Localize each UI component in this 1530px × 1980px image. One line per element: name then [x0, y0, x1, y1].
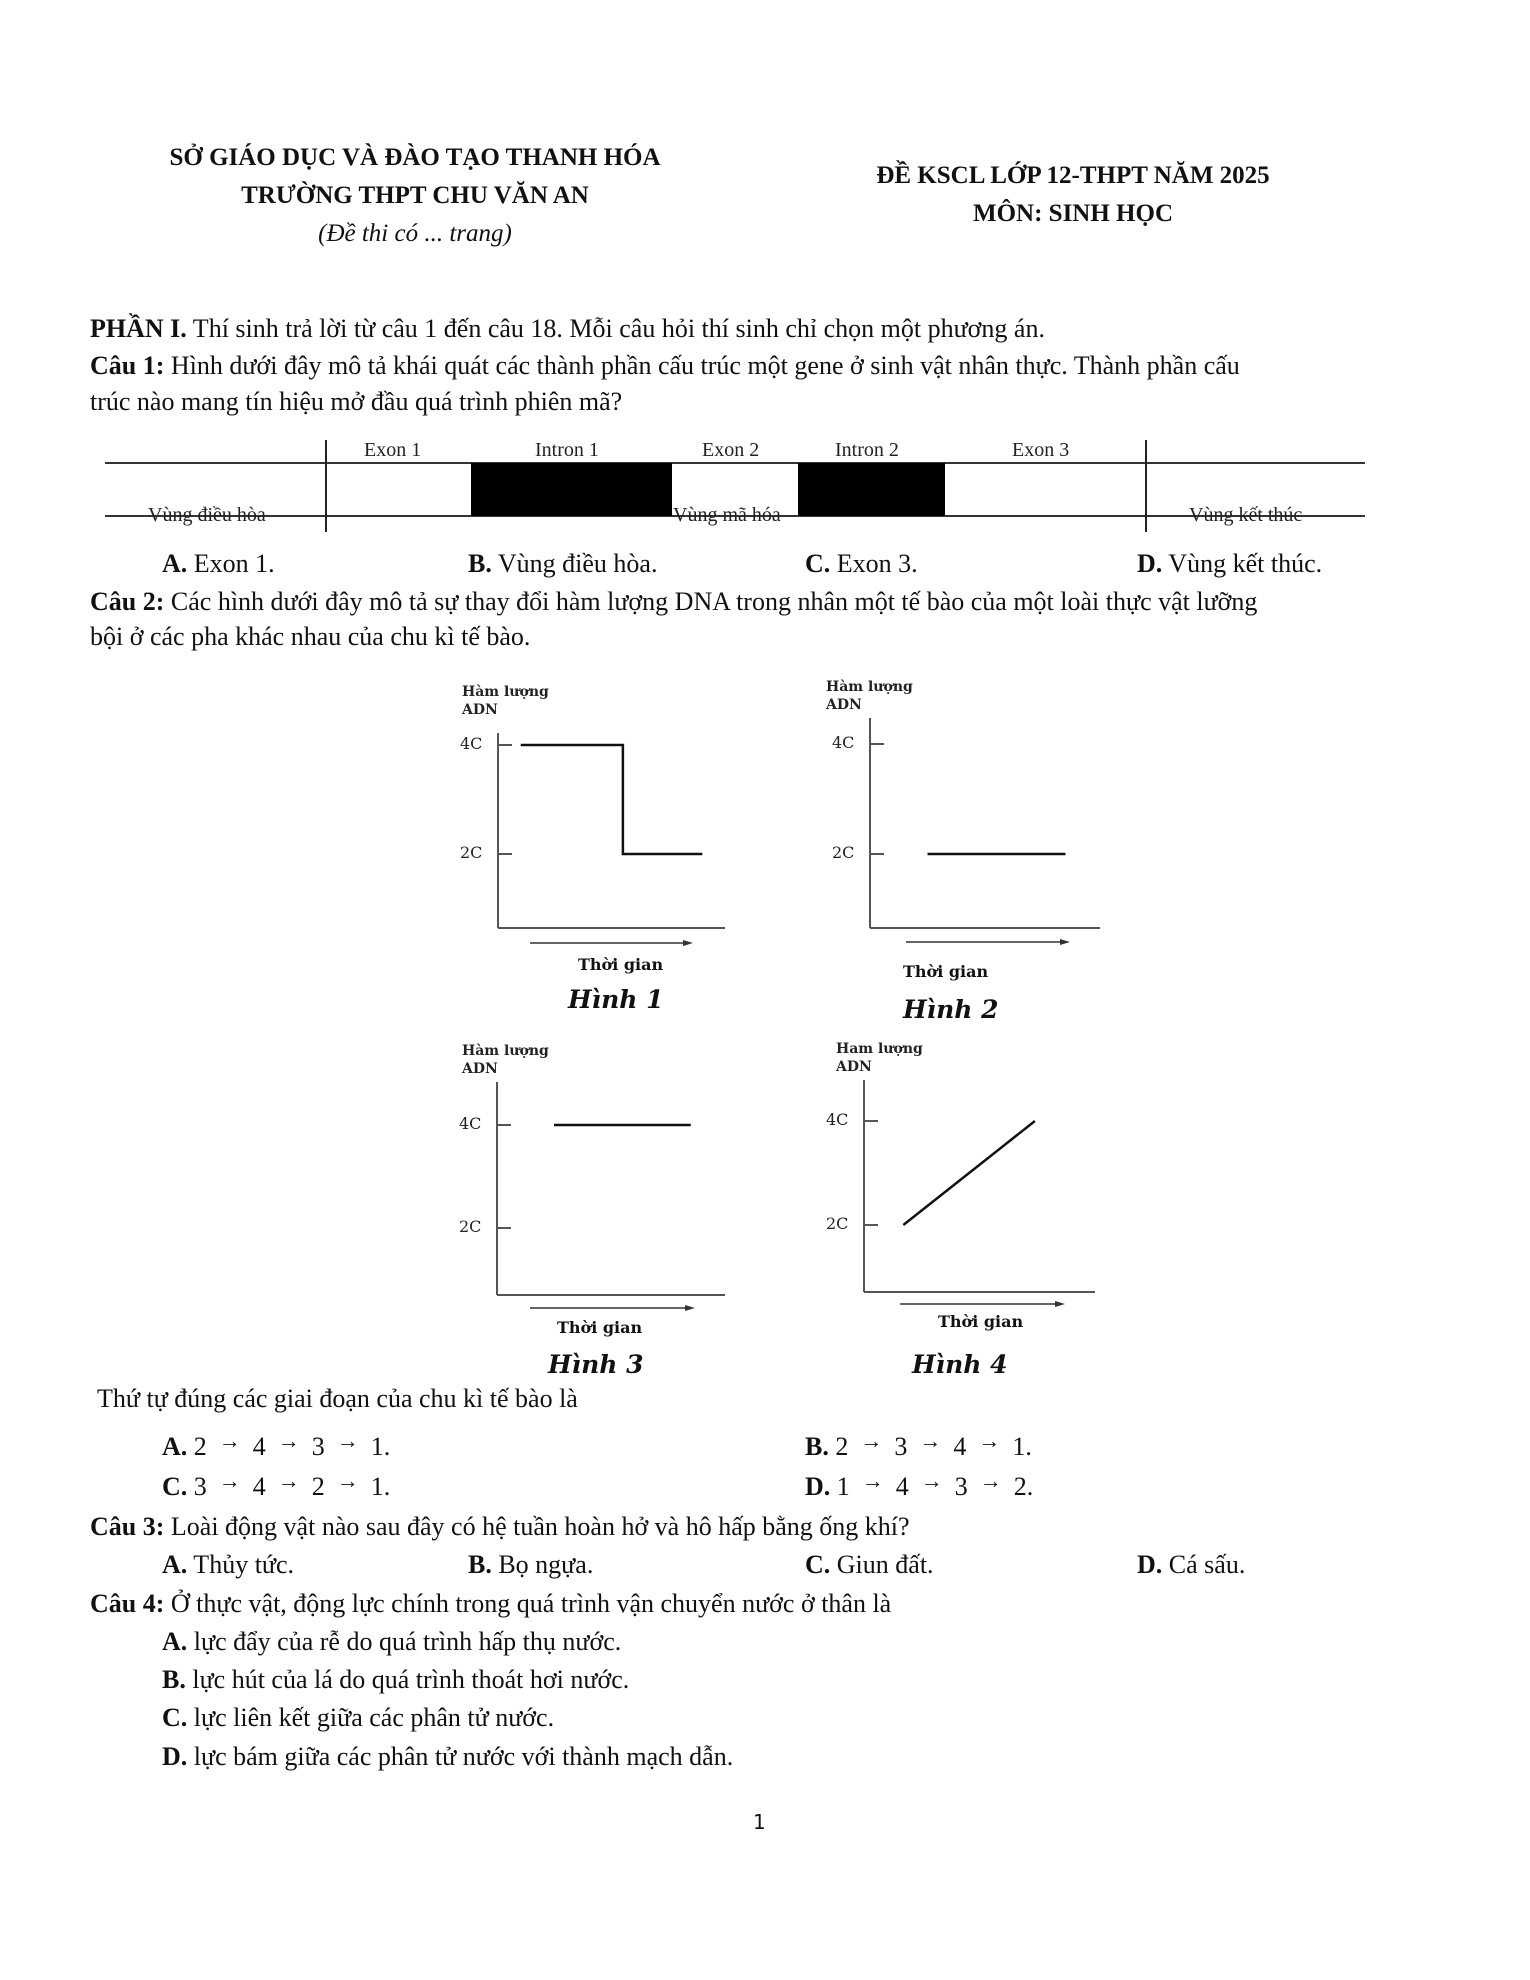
option-key: C.	[805, 1550, 831, 1579]
question-text: Hình dưới đây mô tả khái quát các thành phần cấu trúc một gene ở sinh vật nhân thực. Thành phần cấu	[164, 351, 1240, 380]
question-text: Loài động vật nào sau đây có hệ tuần hoàn hở và hô hấp bằng ống khí?	[164, 1512, 910, 1541]
x-axis-label: Thời gian	[938, 1312, 1024, 1331]
seq-item: 3	[311, 1432, 325, 1461]
arrow-right-icon: →	[218, 1468, 241, 1493]
y-axis-label: ADN	[826, 697, 862, 713]
seq-item: 4	[953, 1432, 967, 1461]
dna-content-line	[903, 1121, 1035, 1225]
option-text: Giun đất.	[830, 1550, 934, 1579]
y-axis-label: Hàm lượng	[826, 679, 913, 695]
arrow-right-icon: →	[861, 1468, 884, 1493]
seq-item: 2.	[1013, 1472, 1034, 1501]
tick-label-4c: 4C	[826, 1110, 849, 1129]
option-text: Bọ ngựa.	[491, 1550, 594, 1579]
intron-2-label: Intron 2	[835, 439, 899, 461]
y-axis-label: ADN	[462, 702, 498, 718]
option-key: C.	[162, 1703, 188, 1732]
option-key: D.	[805, 1472, 831, 1501]
q1-option-a[interactable]	[162, 549, 275, 579]
subject-title: MÔN: SINH HỌC	[973, 200, 1173, 227]
seq-item: 1.	[1012, 1432, 1032, 1461]
q2-option-d[interactable]	[805, 1468, 1034, 1503]
option-text: Vùng điều hòa.	[491, 549, 658, 578]
time-arrowhead-icon	[1055, 1301, 1065, 1307]
part1-label: PHẦN I.	[90, 314, 187, 343]
option-key: D.	[162, 1742, 188, 1771]
seq-item: 3	[954, 1472, 968, 1501]
option-text: lực bám giữa các phân tử nước với thành mạch dẫn.	[187, 1742, 734, 1771]
x-axis-label: Thời gian	[578, 955, 664, 974]
gene-structure-diagram	[0, 0, 1530, 560]
page-number: 1	[753, 1810, 766, 1834]
q4-option-c[interactable]	[162, 1703, 554, 1733]
q3-option-d[interactable]	[1137, 1550, 1245, 1580]
question-label: Câu 4:	[90, 1589, 165, 1618]
x-axis-label: Thời gian	[557, 1318, 643, 1337]
question-1-stem-cont: trúc nào mang tín hiệu mở đầu quá trình phiên mã?	[90, 387, 623, 416]
option-key: D.	[1137, 1550, 1163, 1579]
option-key: C.	[805, 549, 831, 578]
option-key: B.	[468, 1550, 492, 1579]
time-arrowhead-icon	[1060, 939, 1070, 945]
intron-1-label: Intron 1	[535, 439, 599, 461]
tick-label-2c: 2C	[459, 1217, 482, 1236]
tick-label-4c: 4C	[460, 734, 483, 753]
q3-option-a[interactable]	[162, 1550, 294, 1580]
arrow-right-icon: →	[277, 1428, 300, 1453]
page-count-note: (Đề thi có ... trang)	[318, 220, 512, 247]
q4-option-b[interactable]	[162, 1665, 629, 1695]
tick-label-2c: 2C	[826, 1214, 849, 1233]
seq-item: 1.	[370, 1472, 391, 1501]
figure-title: Hình 3	[548, 1350, 644, 1379]
seq-item: 4	[252, 1432, 266, 1461]
regulatory-region-label: Vùng điều hòa	[148, 504, 266, 526]
time-arrowhead-icon	[685, 1305, 695, 1311]
intron-2-block	[798, 463, 945, 516]
question-label: Câu 1:	[90, 351, 165, 380]
option-key: A.	[162, 1627, 188, 1656]
seq-item: 3	[193, 1472, 207, 1501]
seq-item: 2	[311, 1472, 325, 1501]
y-axis-label: Hàm lượng	[462, 684, 549, 700]
tick-label-4c: 4C	[459, 1114, 482, 1133]
tick-label-4c: 4C	[832, 733, 855, 752]
option-text: lực hút của lá do quá trình thoát hơi nước.	[185, 1665, 630, 1694]
exon-2-label: Exon 2	[702, 439, 760, 461]
x-axis-label: Thời gian	[903, 962, 989, 981]
arrow-right-icon: →	[218, 1428, 241, 1453]
tick-label-2c: 2C	[832, 843, 855, 862]
question-text: Các hình dưới đây mô tả sự thay đổi hàm lượng DNA trong nhân một tế bào của một loài thực vật lưỡng	[164, 587, 1258, 616]
option-text: lực liên kết giữa các phân tử nước.	[187, 1703, 555, 1732]
figure-title: Hình 4	[912, 1350, 1008, 1379]
intron-1-block	[471, 463, 672, 516]
question-2-prompt: Thứ tự đúng các giai đoạn của chu kì tế bào là	[97, 1384, 578, 1413]
question-2-stem-cont: bội ở các pha khác nhau của chu kì tế bào.	[90, 622, 531, 651]
seq-item: 1	[836, 1472, 850, 1501]
option-key: A.	[162, 1550, 188, 1579]
arrow-right-icon: →	[277, 1468, 300, 1493]
q3-option-c[interactable]	[805, 1550, 934, 1580]
seq-item: 1.	[370, 1432, 391, 1461]
tick-label-2c: 2C	[460, 843, 483, 862]
option-text: lực đẩy của rễ do quá trình hấp thụ nước.	[187, 1627, 622, 1656]
q2-option-a[interactable]	[162, 1428, 391, 1463]
arrow-right-icon: →	[919, 1428, 942, 1453]
department-title: SỞ GIÁO DỤC VÀ ĐÀO TẠO THANH HÓA	[169, 144, 661, 171]
arrow-right-icon: →	[979, 1468, 1002, 1493]
y-axis-label: Ham lượng	[836, 1041, 923, 1057]
arrow-right-icon: →	[336, 1468, 359, 1493]
exon-1-label: Exon 1	[364, 439, 422, 461]
option-key: C.	[162, 1472, 188, 1501]
option-text: Cá sấu.	[1162, 1550, 1246, 1579]
dna-content-line	[521, 745, 703, 854]
q4-option-a[interactable]	[162, 1627, 621, 1657]
exam-title: ĐỀ KSCL LỚP 12-THPT NĂM 2025	[876, 162, 1270, 189]
arrow-right-icon: →	[978, 1428, 1001, 1453]
option-key: D.	[1137, 549, 1163, 578]
question-2-stem	[90, 587, 1257, 617]
arrow-right-icon: →	[336, 1428, 359, 1453]
arrow-right-icon: →	[860, 1428, 883, 1453]
question-label: Câu 3:	[90, 1512, 165, 1541]
part1-text: Thí sinh trả lời từ câu 1 đến câu 18. Mỗi câu hỏi thí sinh chỉ chọn một phương án.	[186, 314, 1045, 343]
seq-item: 3	[894, 1432, 908, 1461]
coding-region-label: Vùng mã hóa	[673, 504, 781, 526]
option-key: B.	[805, 1432, 829, 1461]
option-text: Exon 3.	[830, 549, 918, 578]
option-key: B.	[468, 549, 492, 578]
termination-region-label: Vùng kết thúc	[1189, 504, 1303, 526]
figure-title: Hình 1	[568, 985, 664, 1014]
option-key: A.	[162, 549, 188, 578]
question-3-stem	[90, 1512, 910, 1542]
y-axis-label: ADN	[836, 1059, 872, 1075]
question-4-stem	[90, 1589, 891, 1619]
seq-item: 4	[252, 1472, 266, 1501]
q1-option-d[interactable]	[1137, 549, 1322, 579]
question-label: Câu 2:	[90, 587, 165, 616]
school-name: TRƯỜNG THPT CHU VĂN AN	[241, 182, 589, 209]
option-text: Thủy tức.	[187, 1550, 295, 1579]
seq-item: 4	[895, 1472, 909, 1501]
seq-item: 2	[193, 1432, 207, 1461]
q1-option-c[interactable]	[805, 549, 918, 579]
q3-option-b[interactable]	[468, 1550, 593, 1580]
time-arrowhead-icon	[683, 940, 693, 946]
seq-item: 2	[835, 1432, 849, 1461]
option-text: Exon 1.	[187, 549, 275, 578]
option-key: B.	[162, 1665, 186, 1694]
q2-option-b[interactable]	[805, 1428, 1032, 1463]
option-key: A.	[162, 1432, 188, 1461]
q4-option-d[interactable]	[162, 1742, 733, 1772]
exon-3-label: Exon 3	[1012, 439, 1070, 461]
q2-option-c[interactable]	[162, 1468, 391, 1503]
arrow-right-icon: →	[920, 1468, 943, 1493]
y-axis-label: ADN	[462, 1061, 498, 1077]
question-text: Ở thực vật, động lực chính trong quá trình vận chuyển nước ở thân là	[164, 1589, 892, 1618]
option-text: Vùng kết thúc.	[1162, 549, 1323, 578]
q1-option-b[interactable]	[468, 549, 657, 579]
figure-title: Hình 2	[903, 995, 999, 1024]
y-axis-label: Hàm lượng	[462, 1043, 549, 1059]
